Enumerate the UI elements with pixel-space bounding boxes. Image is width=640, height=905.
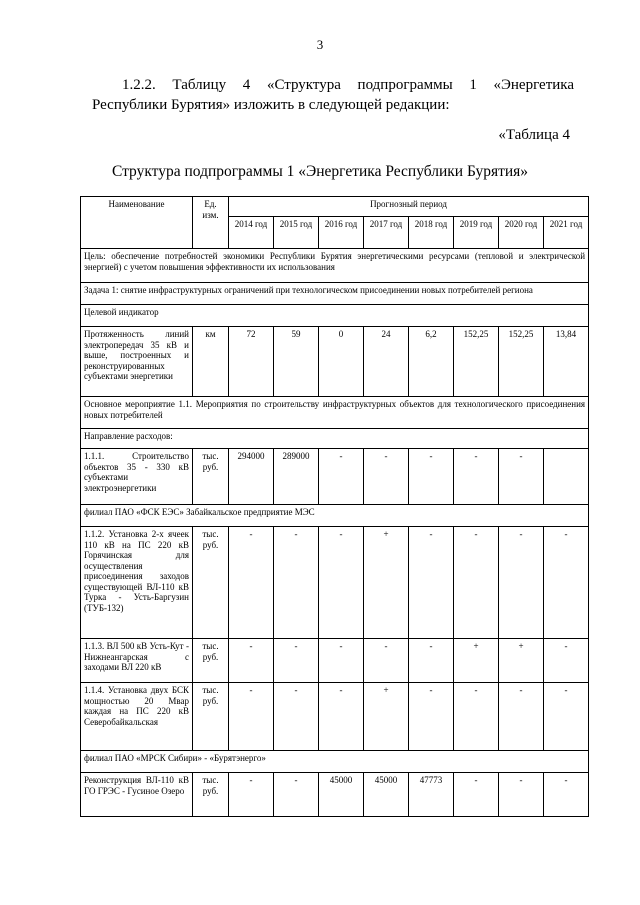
row-value: 152,25 — [499, 327, 544, 397]
row-value: - — [499, 527, 544, 639]
row-name: Реконструкция ВЛ-110 кВ ГО ГРЭС - Гусиное Озеро — [81, 773, 193, 817]
row-value: - — [274, 683, 319, 751]
row-unit: тыс. руб. — [193, 683, 229, 751]
row-value — [544, 449, 589, 505]
row-value: + — [364, 527, 409, 639]
header-year: 2017 год — [364, 217, 409, 249]
row-value: 24 — [364, 327, 409, 397]
row-value: 72 — [229, 327, 274, 397]
row-name: 1.1.1. Строительство объектов 35 - 330 кВ субъектами электроэнергетики — [81, 449, 193, 505]
task-row: Задача 1: снятие инфраструктурных ограничений при технологическом присоединении новых потребителей региона — [81, 283, 589, 305]
row-value: 6,2 — [409, 327, 454, 397]
row-value: - — [319, 449, 364, 505]
row-unit: тыс. руб. — [193, 773, 229, 817]
expense-heading: Направление расходов: — [81, 429, 589, 449]
indicator-heading: Целевой индикатор — [81, 305, 589, 327]
row-value: - — [499, 683, 544, 751]
row-value: - — [544, 527, 589, 639]
row-value: - — [274, 773, 319, 817]
branch-mrsk-row: филиал ПАО «МРСК Сибири» - «Бурятэнерго» — [81, 751, 589, 773]
goal-row: Цель: обеспечение потребностей экономики Республики Бурятия энергетическими ресурсами (тепловой и электрической энергией) с учетом повышения эффективности их использования — [81, 249, 589, 283]
header-forecast: Прогнозный период — [229, 197, 589, 217]
row-value: - — [229, 773, 274, 817]
header-year: 2020 год — [499, 217, 544, 249]
header-name: Наименование — [81, 197, 193, 249]
row-value: 294000 — [229, 449, 274, 505]
row-value: - — [544, 773, 589, 817]
row-value: 59 — [274, 327, 319, 397]
table-row — [81, 639, 589, 683]
table-row — [81, 327, 589, 397]
row-value: - — [409, 639, 454, 683]
row-value: - — [364, 639, 409, 683]
row-value: + — [499, 639, 544, 683]
row-name: 1.1.4. Установка двух БСК мощностью 20 Мвар каждая на ПС 220 кВ Северобайкальская — [81, 683, 193, 751]
row-unit: тыс. руб. — [193, 449, 229, 505]
row-value: - — [454, 527, 499, 639]
row-value: - — [319, 639, 364, 683]
row-value: 152,25 — [454, 327, 499, 397]
row-value: 289000 — [274, 449, 319, 505]
row-value: 45000 — [319, 773, 364, 817]
row-value: - — [544, 683, 589, 751]
row-value: - — [229, 527, 274, 639]
row-value: - — [409, 449, 454, 505]
row-value: 47773 — [409, 773, 454, 817]
header-year: 2014 год — [229, 217, 274, 249]
row-value: - — [454, 773, 499, 817]
row-value: 45000 — [364, 773, 409, 817]
row-value: - — [274, 639, 319, 683]
row-value: - — [409, 527, 454, 639]
table-title: Структура подпрограммы 1 «Энергетика Республики Бурятия» — [111, 163, 529, 180]
row-value: - — [544, 639, 589, 683]
row-value: + — [364, 683, 409, 751]
row-value: - — [274, 527, 319, 639]
row-value: - — [229, 639, 274, 683]
row-name: Протяженность линий электропередач 35 кВ и выше, построенных и реконструированных субъектами энергетики — [81, 327, 193, 397]
table-label: «Таблица 4 — [498, 127, 570, 143]
header-year: 2016 год — [319, 217, 364, 249]
header-unit: Ед. изм. — [193, 197, 229, 249]
row-value: - — [454, 683, 499, 751]
row-value: + — [454, 639, 499, 683]
row-value: 13,84 — [544, 327, 589, 397]
row-name: 1.1.3. ВЛ 500 кВ Усть-Кут - Нижнеангарская с заходами ВЛ 220 кВ — [81, 639, 193, 683]
table-row — [81, 527, 589, 639]
header-year: 2015 год — [274, 217, 319, 249]
table-row — [81, 683, 589, 751]
table-row — [81, 773, 589, 817]
table-row — [81, 449, 589, 505]
header-year: 2018 год — [409, 217, 454, 249]
row-unit: тыс. руб. — [193, 639, 229, 683]
row-name: 1.1.2. Установка 2-х ячеек 110 кВ на ПС 220 кВ Горячинская для осуществления присоединения заходов существующей ВЛ-110 кВ Турка - Усть-Баргузин (ТУБ-132) — [81, 527, 193, 639]
row-value: - — [499, 773, 544, 817]
structure-table — [80, 196, 589, 817]
header-year: 2021 год — [544, 217, 589, 249]
page-number: 3 — [316, 37, 324, 52]
row-unit: тыс. руб. — [193, 527, 229, 639]
row-value: - — [454, 449, 499, 505]
row-value: - — [319, 683, 364, 751]
row-value: - — [499, 449, 544, 505]
row-value: - — [319, 527, 364, 639]
row-value: 0 — [319, 327, 364, 397]
header-year: 2019 год — [454, 217, 499, 249]
main-measure-row: Основное мероприятие 1.1. Мероприятия по строительству инфраструктурных объектов для технологического присоединения новых потребителей — [81, 397, 589, 429]
row-value: - — [364, 449, 409, 505]
row-value: - — [409, 683, 454, 751]
row-unit: км — [193, 327, 229, 397]
intro-paragraph: 1.2.2. Таблицу 4 «Структура подпрограммы 1 «Энергетика Республики Бурятия» изложить в следующей редакции: — [92, 77, 574, 113]
branch-fsk-row: филиал ПАО «ФСК ЕЭС» Забайкальское предприятие МЭС — [81, 505, 589, 527]
row-value: - — [229, 683, 274, 751]
